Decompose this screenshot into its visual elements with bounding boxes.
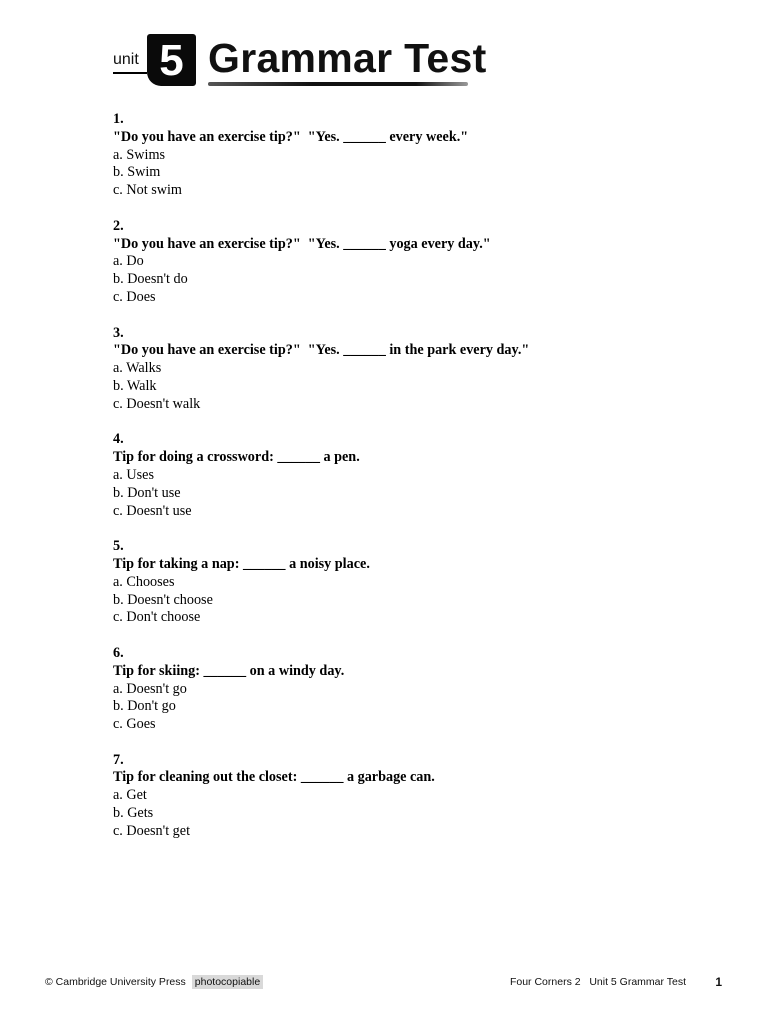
- answer-option: b. Gets: [113, 805, 154, 822]
- question-item: [113, 538, 733, 627]
- unit-label: unit: [113, 51, 139, 68]
- answer-option: b. Doesn't do: [113, 271, 188, 288]
- question-item: [113, 752, 733, 841]
- question-item: [113, 218, 733, 307]
- footer-copyright-block: [45, 976, 263, 988]
- title-underline: [208, 82, 468, 86]
- answer-option: b. Don't go: [113, 698, 176, 715]
- question-item: [113, 111, 733, 200]
- page-header: [113, 30, 487, 92]
- question-number: 2.: [113, 217, 124, 234]
- page-title: Grammar Test: [208, 35, 487, 81]
- answer-option: c. Doesn't use: [113, 502, 192, 519]
- question-stem: Tip for skiing: ______ on a windy day.: [113, 662, 345, 679]
- answer-option: b. Don't use: [113, 484, 181, 501]
- answer-option: a. Get: [113, 787, 147, 804]
- answer-option: b. Walk: [113, 377, 157, 394]
- answer-option: a. Walks: [113, 360, 162, 377]
- unit-number-badge: 5: [147, 34, 196, 86]
- answer-option: a. Uses: [113, 466, 154, 483]
- photocopiable-badge: photocopiable: [192, 975, 263, 989]
- page-footer: [45, 974, 722, 992]
- answer-option: c. Don't choose: [113, 609, 201, 626]
- question-number: 7.: [113, 751, 124, 768]
- answer-option: c. Goes: [113, 716, 156, 733]
- answer-option: b. Swim: [113, 164, 161, 181]
- question-stem: "Do you have an exercise tip?" "Yes. ______ in the park every day.": [113, 342, 530, 359]
- question-item: [113, 325, 733, 414]
- question-stem: Tip for cleaning out the closet: ______ a garbage can.: [113, 769, 435, 786]
- answer-option: c. Doesn't get: [113, 822, 191, 839]
- question-stem: Tip for doing a crossword: ______ a pen.: [113, 449, 360, 466]
- answer-option: a. Chooses: [113, 573, 175, 590]
- question-number: 3.: [113, 324, 124, 341]
- question-stem: "Do you have an exercise tip?" "Yes. ______ yoga every day.": [113, 235, 491, 252]
- copyright-text: © Cambridge University Press: [45, 976, 186, 988]
- answer-option: a. Swims: [113, 146, 166, 163]
- page-number: 1: [715, 975, 722, 989]
- question-number: 1.: [113, 111, 124, 127]
- answer-option: b. Doesn't choose: [113, 591, 213, 608]
- answer-option: c. Does: [113, 288, 156, 305]
- answer-option: c. Doesn't walk: [113, 395, 201, 412]
- question-number: 4.: [113, 431, 124, 448]
- question-stem: Tip for taking a nap: ______ a noisy place.: [113, 555, 370, 572]
- answer-option: a. Do: [113, 253, 144, 270]
- answer-option: c. Not swim: [113, 182, 182, 199]
- question-number: 5.: [113, 538, 124, 555]
- question-number: 6.: [113, 644, 124, 661]
- book-info: Four Corners 2 Unit 5 Grammar Test: [509, 976, 686, 988]
- answer-option: a. Doesn't go: [113, 680, 187, 697]
- question-stem: "Do you have an exercise tip?" "Yes. ______ every week.": [113, 128, 469, 145]
- unit-underline: [113, 72, 147, 74]
- question-list: [113, 111, 733, 858]
- question-item: [113, 645, 733, 734]
- question-item: [113, 431, 733, 520]
